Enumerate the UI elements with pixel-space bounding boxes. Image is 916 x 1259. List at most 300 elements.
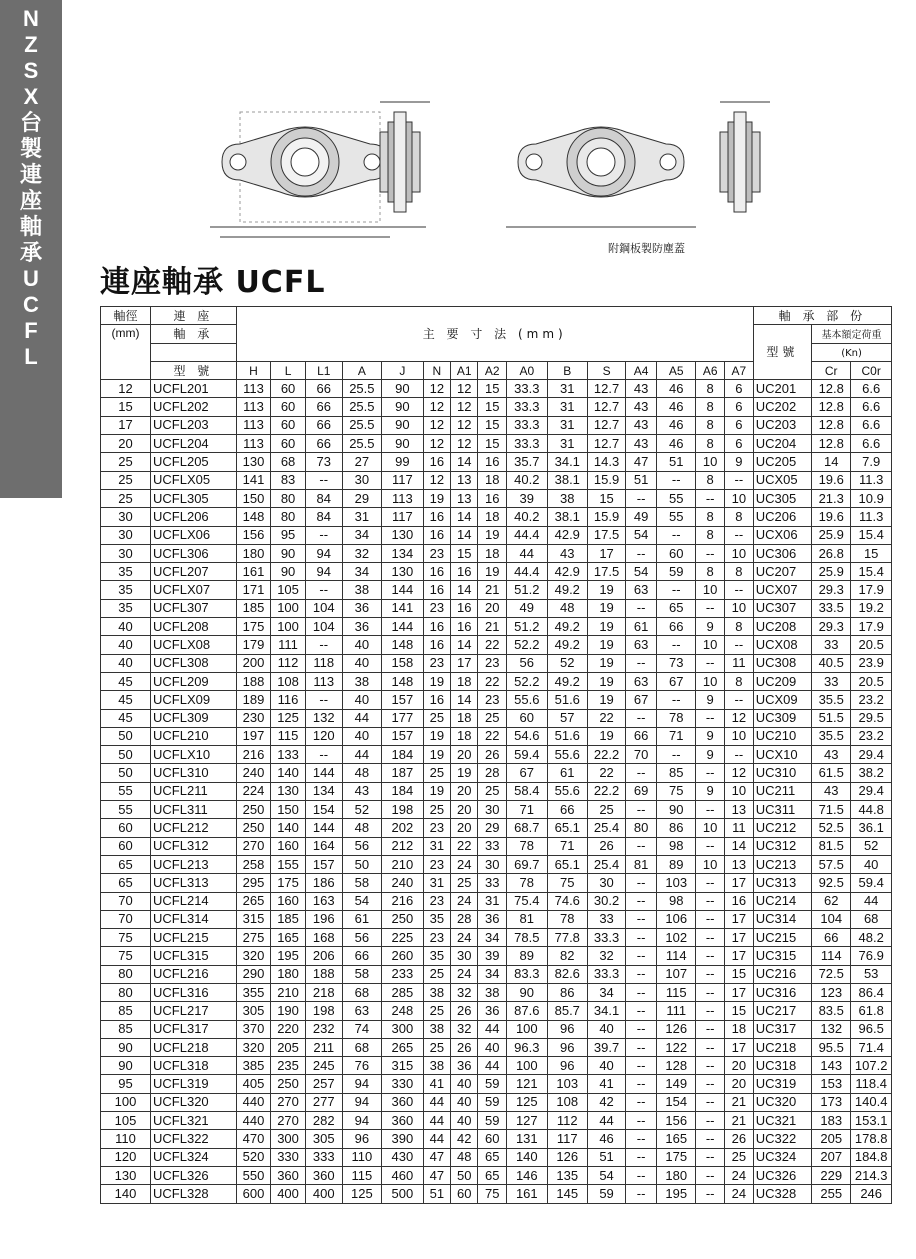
table-row [101,1112,892,1130]
table-row [101,983,892,1001]
table-cell: 78 [507,837,547,855]
table-cell: 10 [696,581,725,599]
table-cell: 18 [478,471,507,489]
header-c0r: C0r [851,361,892,379]
table-cell: UC309 [753,709,811,727]
table-cell: 14.3 [588,453,626,471]
table-cell: UC311 [753,801,811,819]
table-cell: 25 [423,1038,450,1056]
table-cell: UCFL311 [151,801,237,819]
header-dim-a4: A4 [626,361,657,379]
table-row [101,782,892,800]
table-cell: 385 [236,1057,271,1075]
table-cell: 43 [547,544,587,562]
table-cell: 164 [305,837,342,855]
table-cell: UCFL212 [151,819,237,837]
table-cell: 148 [382,672,424,690]
table-cell: -- [305,526,342,544]
table-cell: 20 [451,782,478,800]
table-cell: 10 [696,636,725,654]
header-load-rating [812,325,892,343]
table-cell: 11 [724,819,753,837]
table-cell: UCX05 [753,471,811,489]
table-cell: -- [696,929,725,947]
table-cell: 51 [657,453,696,471]
header-load-unit-label: (Kn) [841,348,862,360]
table-cell: 360 [305,1166,342,1184]
table-cell: -- [696,1185,725,1203]
table-cell: 200 [236,654,271,672]
table-cell: 63 [626,636,657,654]
table-cell: 95 [101,1075,151,1093]
table-cell: 59 [478,1075,507,1093]
table-cell: UCX06 [753,526,811,544]
table-cell: 23.2 [851,691,892,709]
drawing-caption: 附鋼板製防塵蓋 [608,242,685,255]
table-cell: 60 [101,819,151,837]
table-cell: UCFL217 [151,1002,237,1020]
table-cell: UCFL309 [151,709,237,727]
table-cell: 15 [478,398,507,416]
table-cell: 21 [478,581,507,599]
spec-table [100,306,892,1204]
table-cell: 320 [236,1038,271,1056]
table-cell: 49.2 [547,636,587,654]
table-cell: -- [696,489,725,507]
table-cell: 134 [382,544,424,562]
table-cell: 13 [451,489,478,507]
table-row [101,563,892,581]
side-tab [0,0,62,498]
table-row [101,672,892,690]
table-cell: -- [626,1185,657,1203]
table-row [101,947,892,965]
table-cell: 25.5 [342,398,381,416]
front-view-plain-drawing [210,112,400,237]
table-cell: -- [696,1038,725,1056]
table-cell: 51 [423,1185,450,1203]
table-cell: 36 [342,599,381,617]
table-cell: UCFL315 [151,947,237,965]
table-cell: 86 [657,819,696,837]
table-cell: 130 [101,1166,151,1184]
table-row [101,1130,892,1148]
table-cell: -- [724,691,753,709]
table-cell: 315 [236,910,271,928]
table-cell: 60 [451,1185,478,1203]
table-cell: -- [696,965,725,983]
table-cell: 165 [657,1130,696,1148]
table-cell: 40 [851,855,892,873]
table-cell: 40.2 [507,471,547,489]
table-cell: 19 [588,691,626,709]
page-title: 連座軸承 UCFL [100,265,326,300]
table-cell: 250 [382,910,424,928]
table-cell: 20 [724,1057,753,1075]
table-cell: 23 [478,691,507,709]
header-cr: Cr [812,361,851,379]
table-cell: UCFL328 [151,1185,237,1203]
table-cell: 33.3 [507,435,547,453]
table-cell: 157 [382,691,424,709]
header-dim-a: A [342,361,381,379]
table-cell: 17 [724,1038,753,1056]
table-cell: UCFL205 [151,453,237,471]
side-tab-char: C [23,292,39,317]
table-cell: -- [696,1148,725,1166]
table-cell: 50 [451,1166,478,1184]
table-cell: 13 [451,471,478,489]
table-cell: 63 [626,672,657,690]
table-cell: 8 [724,618,753,636]
table-cell: 100 [507,1020,547,1038]
table-cell: 61 [626,618,657,636]
table-cell: 17 [101,416,151,434]
table-cell: 61 [342,910,381,928]
table-cell: 55 [101,801,151,819]
table-cell: 187 [382,764,424,782]
table-cell: 282 [305,1112,342,1130]
table-cell: 23 [423,929,450,947]
table-cell: 225 [382,929,424,947]
table-cell: 25.5 [342,416,381,434]
table-cell: 68 [851,910,892,928]
table-cell: 66 [342,947,381,965]
table-cell: 14 [451,508,478,526]
table-cell: 163 [305,892,342,910]
table-cell: UCX09 [753,691,811,709]
table-cell: 10 [696,453,725,471]
table-cell: 143 [812,1057,851,1075]
table-row [101,855,892,873]
table-cell: 80 [271,489,306,507]
table-cell: 105 [101,1112,151,1130]
table-cell: UC204 [753,435,811,453]
table-cell: 55 [657,508,696,526]
table-cell: 90 [382,380,424,398]
table-cell: 8 [696,526,725,544]
header-dim-n: N [423,361,450,379]
table-cell: 19.6 [812,508,851,526]
table-cell: 146 [507,1166,547,1184]
table-cell: 43 [626,380,657,398]
table-cell: 150 [271,801,306,819]
table-cell: 9 [696,727,725,745]
table-cell: 25.5 [342,435,381,453]
table-cell: 82 [547,947,587,965]
table-cell: 36 [478,1002,507,1020]
table-cell: 23 [423,599,450,617]
table-cell: 26 [724,1130,753,1148]
table-cell: 85.7 [547,1002,587,1020]
table-cell: 28 [478,764,507,782]
table-cell: 94 [342,1075,381,1093]
table-cell: 67 [507,764,547,782]
table-cell: 11.3 [851,471,892,489]
table-cell: -- [626,654,657,672]
table-cell: 30 [588,874,626,892]
table-cell: 14 [724,837,753,855]
table-cell: 126 [657,1020,696,1038]
table-cell: 26.8 [812,544,851,562]
table-cell: 8 [724,563,753,581]
table-cell: 66 [305,398,342,416]
table-row [101,709,892,727]
table-cell: 77.8 [547,929,587,947]
table-cell: 233 [382,965,424,983]
table-cell: 44 [342,709,381,727]
table-cell: 40 [342,691,381,709]
table-cell: 58 [342,965,381,983]
table-cell: 49 [626,508,657,526]
table-cell: 148 [236,508,271,526]
table-cell: 270 [236,837,271,855]
table-cell: 60 [101,837,151,855]
table-cell: 15 [478,380,507,398]
table-cell: 50 [101,764,151,782]
table-cell: 400 [271,1185,306,1203]
table-cell: 10 [724,544,753,562]
table-cell: 38 [423,1020,450,1038]
table-cell: 65 [478,1148,507,1166]
table-cell: 25 [724,1148,753,1166]
table-cell: UC208 [753,618,811,636]
table-cell: UC207 [753,563,811,581]
table-cell: UCFL317 [151,1020,237,1038]
table-cell: 84 [305,489,342,507]
table-cell: 43 [812,746,851,764]
table-cell: 81.5 [812,837,851,855]
table-cell: 61.8 [851,1002,892,1020]
table-cell: 73 [657,654,696,672]
table-cell: 12 [423,380,450,398]
table-cell: 160 [271,892,306,910]
table-cell: 23.9 [851,654,892,672]
table-cell: 16 [423,453,450,471]
table-cell: 22 [588,764,626,782]
table-cell: 72.5 [812,965,851,983]
table-cell: 140 [271,819,306,837]
table-cell: 43 [626,416,657,434]
table-cell: -- [696,709,725,727]
table-cell: 19 [423,489,450,507]
table-cell: 95.5 [812,1038,851,1056]
table-cell: 6 [724,380,753,398]
table-cell: 132 [812,1020,851,1038]
table-cell: 8 [696,471,725,489]
table-cell: 46 [657,416,696,434]
table-cell: -- [626,1057,657,1075]
table-row [101,965,892,983]
table-cell: -- [724,526,753,544]
table-cell: -- [626,1112,657,1130]
table-cell: 17 [724,983,753,1001]
table-cell: UC217 [753,1002,811,1020]
table-cell: 460 [382,1166,424,1184]
table-cell: 27 [342,453,381,471]
table-cell: 39 [507,489,547,507]
table-cell: 245 [305,1057,342,1075]
table-cell: 171 [236,581,271,599]
table-cell: -- [626,1038,657,1056]
table-cell: 220 [271,1020,306,1038]
table-cell: 68 [342,1038,381,1056]
table-cell: 154 [657,1093,696,1111]
table-cell: 19.2 [851,599,892,617]
table-cell: 25 [101,471,151,489]
header-unit-line2 [151,325,237,343]
table-cell: 16 [724,892,753,910]
table-cell: 184.8 [851,1148,892,1166]
table-cell: 12 [423,435,450,453]
header-dim-s: S [588,361,626,379]
table-cell: 73 [305,453,342,471]
table-row [101,837,892,855]
table-cell: 440 [236,1093,271,1111]
table-cell: 14 [451,691,478,709]
table-cell: 180 [271,965,306,983]
table-cell: 58.4 [507,782,547,800]
side-tab-char: L [24,344,38,369]
table-cell: 360 [271,1166,306,1184]
table-cell: 96 [547,1038,587,1056]
table-cell: 80 [271,508,306,526]
table-cell: 195 [271,947,306,965]
table-cell: UCX07 [753,581,811,599]
table-cell: 25 [423,709,450,727]
table-cell: 290 [236,965,271,983]
table-cell: 68 [271,453,306,471]
table-cell: 51.5 [812,709,851,727]
table-cell: 10.9 [851,489,892,507]
table-cell: 53 [851,965,892,983]
table-cell: 40 [451,1075,478,1093]
table-cell: 56 [342,837,381,855]
table-cell: 140 [271,764,306,782]
table-cell: 111 [271,636,306,654]
table-cell: 248 [382,1002,424,1020]
table-cell: 211 [305,1038,342,1056]
header-unit-line2-label: 軸 承 [173,326,214,341]
table-cell: 40 [101,654,151,672]
table-cell: 89 [507,947,547,965]
table-cell: 44 [342,746,381,764]
table-cell: 16 [451,599,478,617]
table-row [101,1075,892,1093]
table-cell: 114 [657,947,696,965]
header-unit-line1-label: 連 座 [173,308,214,323]
header-dim-a5: A5 [657,361,696,379]
table-cell: 90 [271,544,306,562]
table-cell: UC202 [753,398,811,416]
table-cell: 57.5 [812,855,851,873]
side-tab-char: 台 [19,110,42,135]
table-cell: 122 [657,1038,696,1056]
table-cell: 255 [812,1185,851,1203]
table-cell: 189 [236,691,271,709]
table-cell: 144 [305,764,342,782]
table-cell: 20 [478,599,507,617]
table-cell: 50 [342,855,381,873]
side-tab-char: N [23,6,39,31]
table-cell: 360 [382,1112,424,1130]
table-cell: 45 [101,672,151,690]
table-cell: 39.7 [588,1038,626,1056]
table-cell: 100 [101,1093,151,1111]
table-cell: 330 [382,1075,424,1093]
header-dim-b: B [547,361,587,379]
table-cell: 25 [423,965,450,983]
table-cell: 265 [236,892,271,910]
table-cell: 175 [657,1148,696,1166]
table-cell: 85 [657,764,696,782]
table-cell: 178.8 [851,1130,892,1148]
table-cell: UC318 [753,1057,811,1075]
table-cell: 90 [382,416,424,434]
table-cell: 65.1 [547,855,587,873]
table-cell: -- [626,892,657,910]
side-tab-char: 連 [19,162,42,187]
table-cell: 198 [305,1002,342,1020]
table-cell: 258 [236,855,271,873]
table-cell: 12.7 [588,416,626,434]
header-dim-a6: A6 [696,361,725,379]
table-cell: 235 [271,1057,306,1075]
table-cell: 6 [724,416,753,434]
table-cell: 105 [271,581,306,599]
table-cell: 40 [342,636,381,654]
table-cell: UCFLX10 [151,746,237,764]
table-row [101,1020,892,1038]
table-cell: 179 [236,636,271,654]
table-cell: 12 [423,398,450,416]
table-cell: 153.1 [851,1112,892,1130]
table-cell: 10 [724,727,753,745]
table-cell: -- [696,874,725,892]
table-cell: 25.4 [588,819,626,837]
table-cell: 38 [423,983,450,1001]
table-cell: 148 [382,636,424,654]
table-cell: 188 [305,965,342,983]
table-cell: 12.8 [812,380,851,398]
table-cell: -- [696,654,725,672]
table-cell: 20 [451,819,478,837]
table-cell: 8 [696,398,725,416]
table-row [101,380,892,398]
table-cell: 15.4 [851,526,892,544]
table-cell: 107.2 [851,1057,892,1075]
table-cell: 140 [507,1148,547,1166]
table-cell: 67 [657,672,696,690]
table-cell: 15 [101,398,151,416]
table-cell: UCFL316 [151,983,237,1001]
table-cell: UCX10 [753,746,811,764]
table-cell: 141 [382,599,424,617]
table-cell: -- [626,983,657,1001]
table-cell: 10 [696,672,725,690]
table-cell: 42.9 [547,563,587,581]
table-cell: 75.4 [507,892,547,910]
table-cell: 183 [812,1112,851,1130]
table-cell: -- [696,910,725,928]
table-cell: 10 [696,855,725,873]
table-cell: 75 [657,782,696,800]
table-cell: 84 [305,508,342,526]
table-cell: -- [657,691,696,709]
table-cell: 33 [812,672,851,690]
table-cell: 257 [305,1075,342,1093]
table-cell: 19 [451,764,478,782]
